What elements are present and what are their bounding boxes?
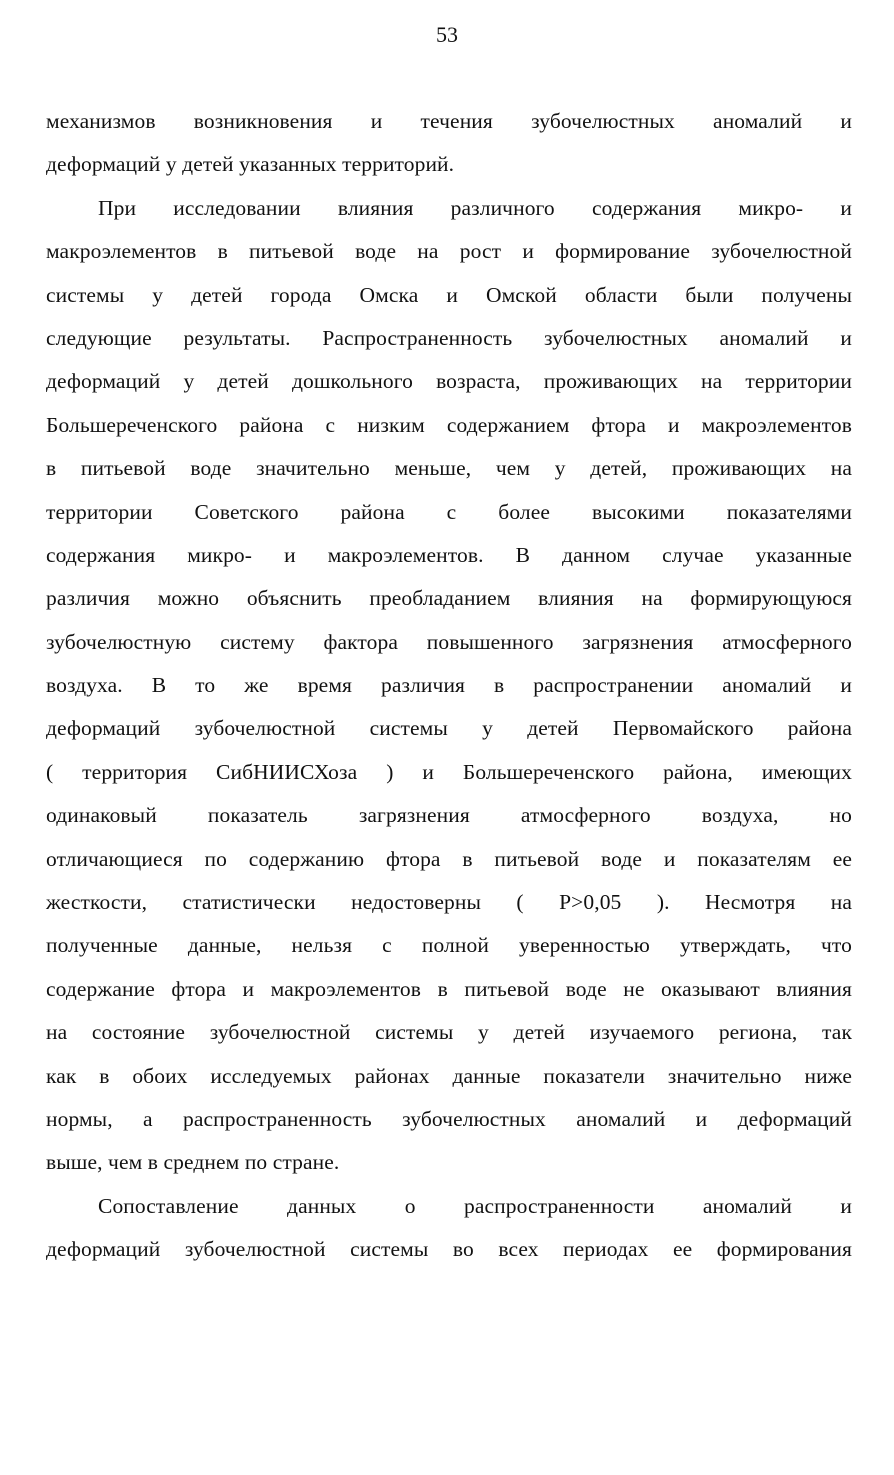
text-line: содержание фтора и макроэлементов в питьевой воде не оказывают влияния bbox=[46, 976, 852, 1001]
text-line: полученные данные, нельзя с полной уверенностью утверждать, что bbox=[46, 933, 852, 958]
text-line: механизмов возникновения и течения зубочелюстных аномалий и bbox=[46, 109, 852, 133]
text-line: на состояние зубочелюстной системы у детей изучаемого региона, так bbox=[46, 1020, 852, 1045]
text-line: воздуха. В то же время различия в распространении аномалий и bbox=[46, 673, 852, 698]
text-line: Большереченского района с низким содержанием фтора и макроэлементов bbox=[46, 412, 852, 437]
text-line: как в обоих исследуемых районах данные показатели значительно ниже bbox=[46, 1063, 852, 1088]
text-line: выше, чем в среднем по стране. bbox=[46, 1150, 340, 1175]
text-line: нормы, а распространенность зубочелюстных аномалий и деформаций bbox=[46, 1106, 852, 1131]
text-line: в питьевой воде значительно меньше, чем у детей, проживающих на bbox=[46, 456, 852, 481]
text-line: зубочелюстную систему фактора повышенного загрязнения атмосферного bbox=[46, 629, 852, 654]
text-line: системы у детей города Омска и Омской области были получены bbox=[46, 282, 852, 307]
text-line: различия можно объяснить преобладанием влияния на формирующуюся bbox=[46, 586, 852, 611]
text-line: отличающиеся по содержанию фтора в питьевой воде и показателям ее bbox=[46, 846, 852, 871]
text-line: территории Советского района с более высокими показателями bbox=[46, 499, 852, 524]
text-line: ( территория СибНИИСХоза ) и Большереченского района, имеющих bbox=[46, 759, 852, 784]
text-line: содержания микро- и макроэлементов. В данном случае указанные bbox=[46, 542, 852, 567]
body-text bbox=[46, 100, 852, 1272]
text-line: одинаковый показатель загрязнения атмосферного воздуха, но bbox=[46, 803, 852, 828]
text-line: жесткости, статистически недостоверны ( Р>0,05 ). Несмотря на bbox=[46, 890, 852, 915]
text-line: следующие результаты. Распространенность зубочелюстных аномалий и bbox=[46, 325, 852, 350]
page-number: 53 bbox=[436, 22, 458, 47]
text-line: деформаций у детей дошкольного возраста, проживающих на территории bbox=[46, 369, 852, 394]
text-line: макроэлементов в питьевой воде на рост и формирование зубочелюстной bbox=[46, 239, 852, 264]
text-line: деформаций у детей указанных территорий. bbox=[46, 152, 455, 177]
text-line: При исследовании влияния различного содержания микро- и bbox=[98, 195, 852, 220]
text-line: Сопоставление данных о распространенности аномалий и bbox=[98, 1193, 852, 1218]
text-line: деформаций зубочелюстной системы у детей Первомайского района bbox=[46, 716, 852, 741]
text-line: деформаций зубочелюстной системы во всех периодах ее формирования bbox=[46, 1237, 852, 1262]
